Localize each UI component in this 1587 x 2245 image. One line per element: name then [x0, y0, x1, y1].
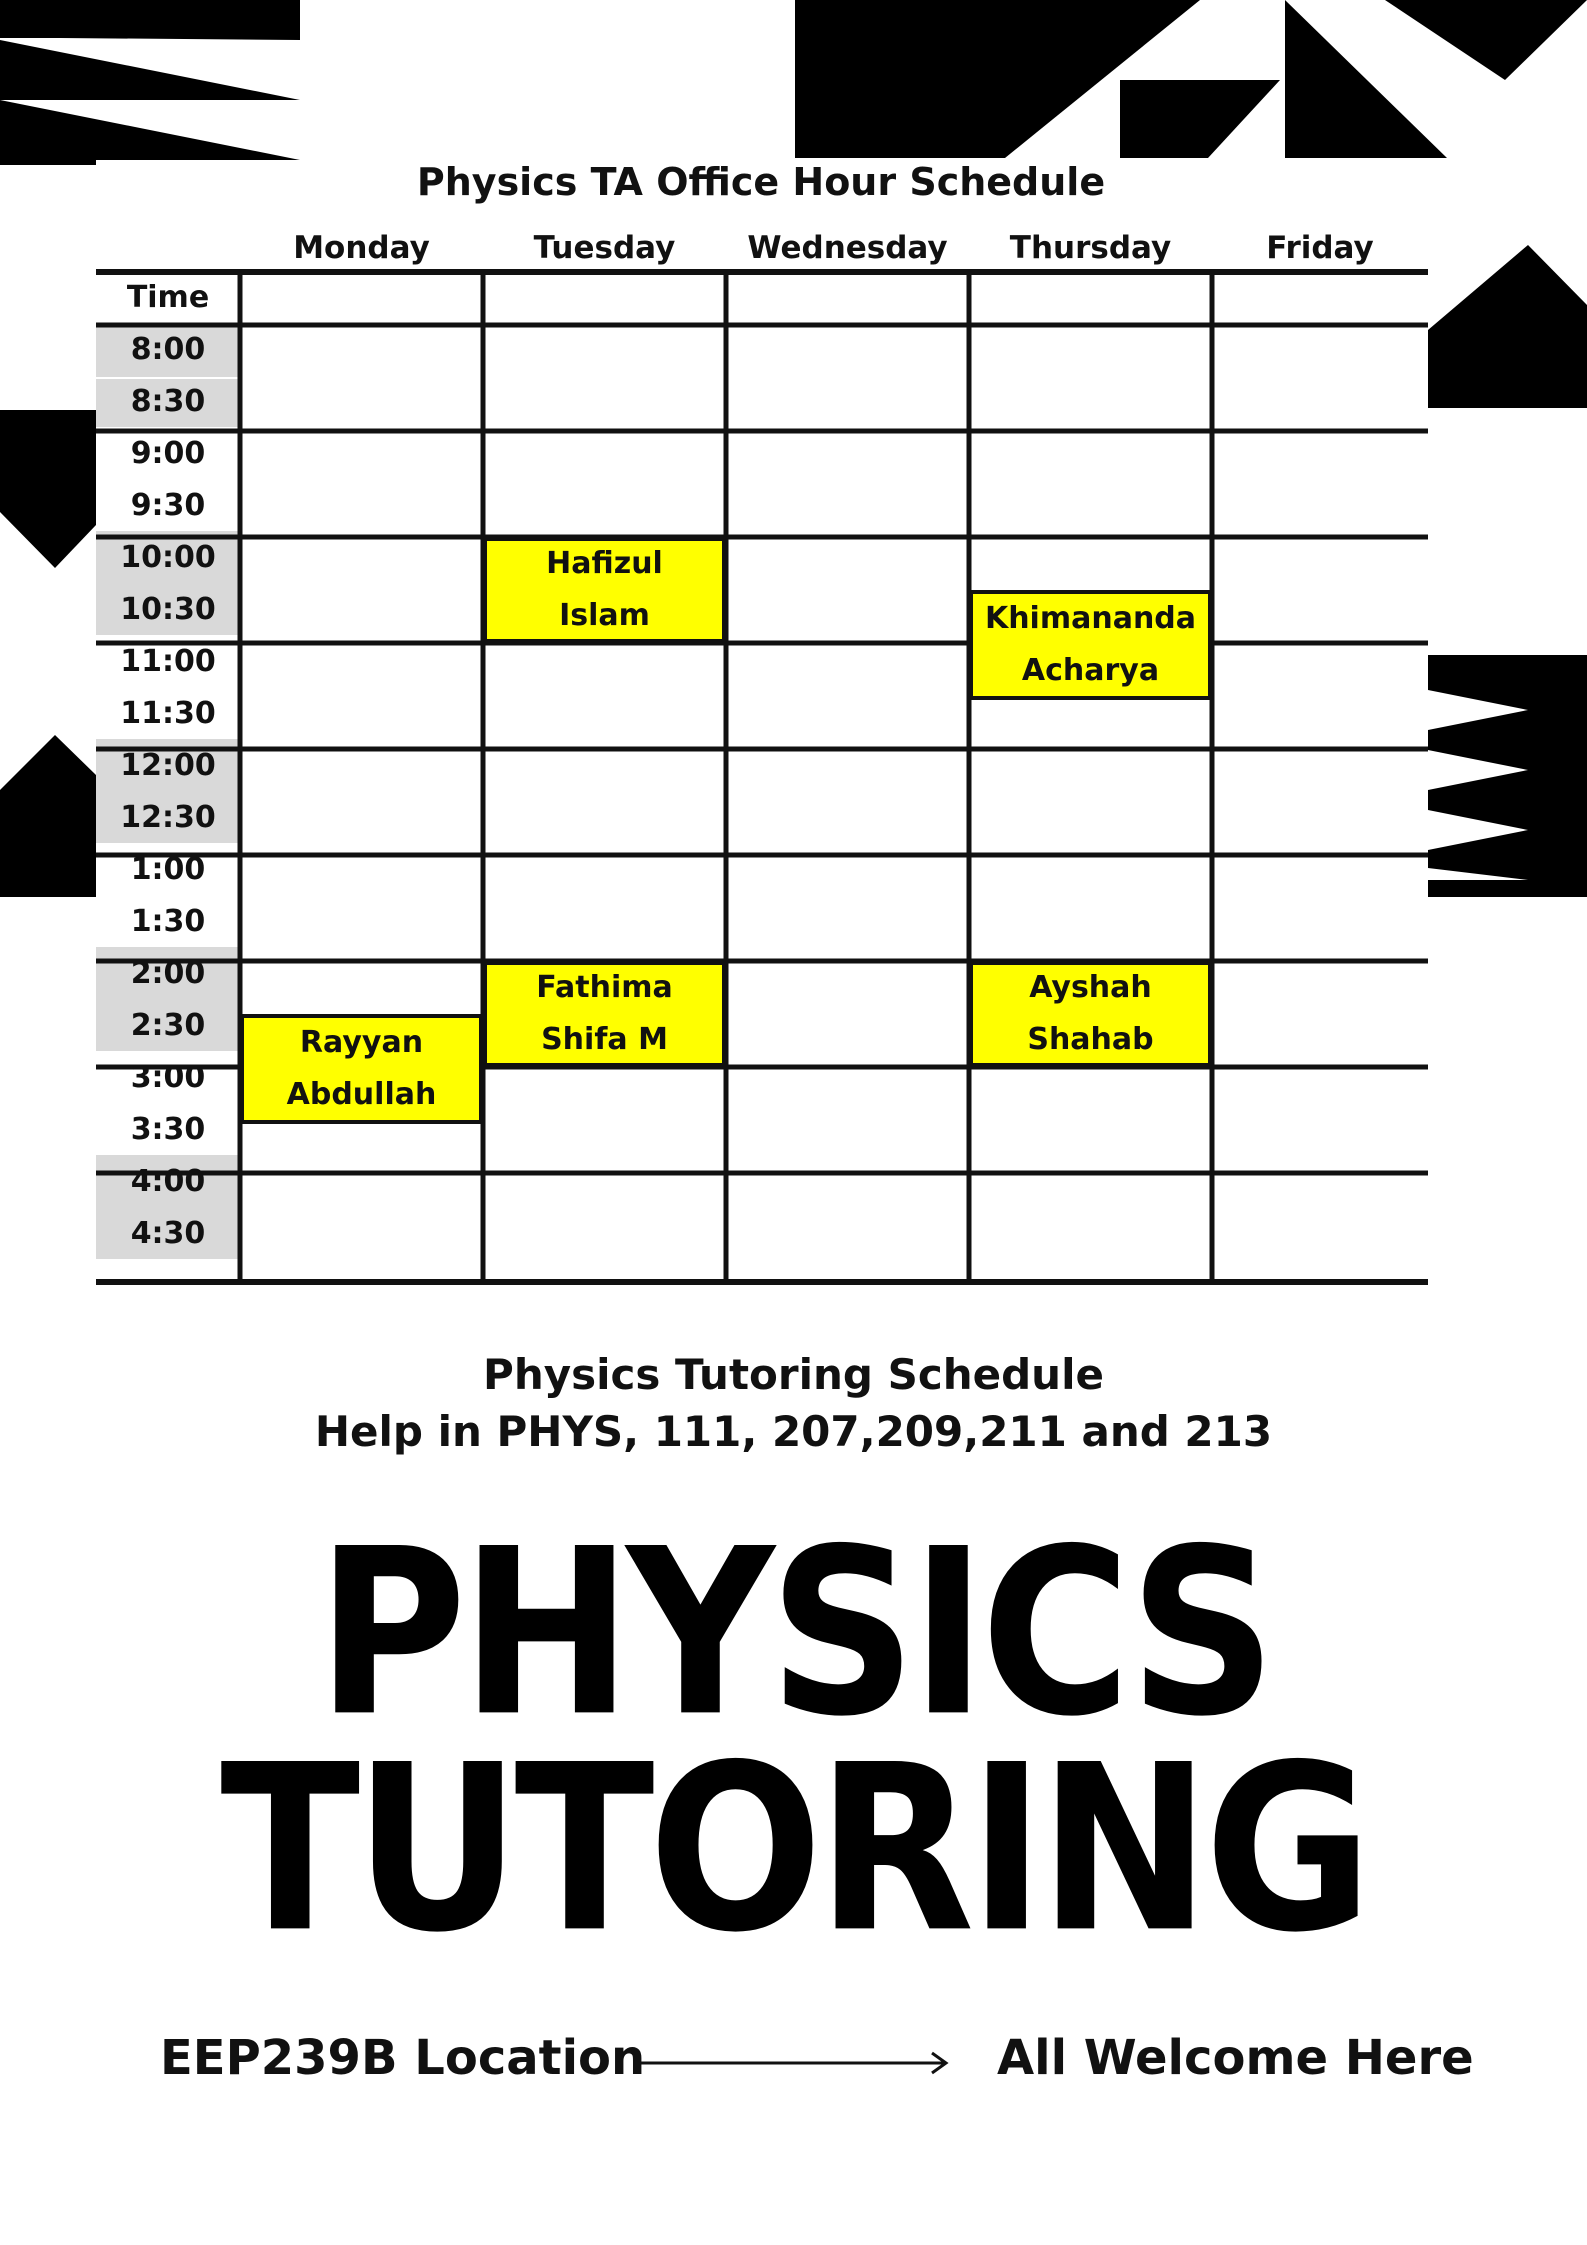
time-label: 9:00: [96, 427, 240, 479]
tutor-name: Acharya: [1021, 653, 1160, 688]
session-tuesday-afternoon: [483, 961, 726, 1067]
tutor-name: Rayyan: [299, 1025, 424, 1060]
time-label: 1:30: [96, 895, 240, 947]
location-text: EEP239B Location: [160, 2030, 646, 2086]
tutor-name: Khimananda: [984, 601, 1197, 636]
time-label: 11:00: [96, 635, 240, 687]
time-label: 3:00: [96, 1051, 240, 1103]
welcome-text: All Welcome Here: [997, 2030, 1474, 2086]
tutor-name: Ayshah: [1029, 970, 1152, 1005]
time-label: 10:30: [96, 583, 240, 635]
tutor-name: Shifa M: [541, 1022, 668, 1057]
time-label: 10:00: [96, 531, 240, 583]
session-monday-afternoon: [240, 1014, 483, 1124]
time-label: 3:30: [96, 1103, 240, 1155]
subtitle-line-2: Help in PHYS, 111, 207,209,211 and 213: [314, 1407, 1273, 1456]
time-label: 12:30: [96, 791, 240, 843]
subtitle-line-1: Physics Tutoring Schedule: [483, 1350, 1104, 1399]
time-header: Time: [96, 271, 240, 323]
time-label: 2:30: [96, 999, 240, 1051]
tutor-name: Shahab: [1027, 1022, 1154, 1057]
day-header-monday: Monday: [293, 230, 430, 266]
session-thursday-morning: [969, 590, 1212, 700]
right-arrow-icon: [640, 2043, 950, 2083]
session-tuesday-morning: [483, 537, 726, 643]
day-header-wednesday: Wednesday: [747, 230, 948, 266]
headline-physics: PHYSICS: [316, 1500, 1271, 1768]
time-label: 12:00: [96, 739, 240, 791]
time-label: 8:00: [96, 323, 240, 375]
time-label: 4:30: [96, 1207, 240, 1259]
day-header-friday: Friday: [1266, 230, 1374, 266]
headline-tutoring: TUTORING: [220, 1716, 1367, 1984]
tutor-name: Islam: [559, 598, 650, 633]
time-label: 1:00: [96, 843, 240, 895]
time-label: 4:00: [96, 1155, 240, 1207]
time-label: 2:00: [96, 947, 240, 999]
session-thursday-afternoon: [969, 961, 1212, 1067]
tutor-name: Hafizul: [546, 546, 663, 581]
time-label: 8:30: [96, 375, 240, 427]
schedule-title: Physics TA Office Hour Schedule: [416, 160, 1106, 204]
time-label: 11:30: [96, 687, 240, 739]
time-label: 9:30: [96, 479, 240, 531]
tutor-name: Abdullah: [286, 1077, 437, 1112]
day-header-tuesday: Tuesday: [533, 230, 676, 266]
tutor-name: Fathima: [536, 970, 673, 1005]
day-header-thursday: Thursday: [1009, 230, 1172, 266]
